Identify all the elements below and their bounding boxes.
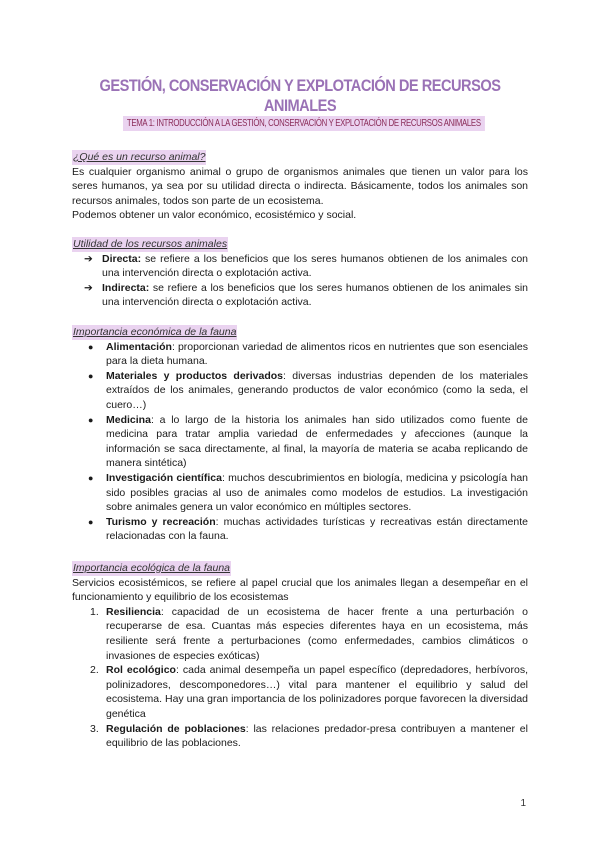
list-item [72, 252, 528, 281]
section-heading: ¿Qué es un recurso animal? [73, 151, 206, 163]
bullet-icon: ● [88, 516, 94, 527]
item-text: se refiere a los beneficios que los seres humanos obtienen de los animales con una intervención directa o explotación activa. [102, 252, 528, 280]
item-number: 2. [90, 664, 99, 677]
section-what-is [72, 150, 528, 223]
section-economic [72, 325, 528, 544]
item-term: Directa: [102, 252, 142, 265]
bullet-list [72, 340, 528, 544]
item-text: se refiere a los beneficios que los seres humanos obtienen de los animales sin una intervención directa o explotación activa. [102, 281, 528, 309]
subtitle-wrapper [72, 113, 528, 131]
list-item [72, 515, 528, 544]
item-text: : proporcionan variedad de alimentos ricos en nutrientes que son esenciales para la dieta humana. [106, 340, 528, 368]
item-term: Alimentación [106, 340, 172, 353]
list-item [72, 471, 528, 515]
page-number: 1 [520, 798, 526, 809]
bullet-icon: ● [88, 414, 94, 425]
item-text: : capacidad de un ecosistema de hacer frente a una perturbación o recuperarse de esa. Cuantas más especies diferentes haya en un ecosistema, más resiliente será frente a perturbaciones (como enfermedades, cambios climáticos o invasiones de especies exóticas) [106, 605, 528, 662]
item-term: Medicina [106, 413, 151, 426]
item-term: Materiales y productos derivados [106, 369, 284, 382]
topic-subtitle: TEMA 1: INTRODUCCIÓN A LA GESTIÓN, CONSERVACIÓN Y EXPLOTACIÓN DE RECURSOS ANIMALES [123, 116, 485, 131]
item-term: Resiliencia [106, 605, 161, 618]
item-term: Regulación de poblaciones [106, 722, 246, 735]
item-text: : cada animal desempeña un papel específico (depredadores, herbívoros, polinizadores, descomponedores…) vital para mantener el equilibrio y salud del ecosistema. Hay una gran importancia de los polinizadores porque favorecen la diversidad genética [106, 664, 529, 720]
section-utility [72, 237, 528, 310]
list-item [72, 722, 528, 751]
list-item [72, 413, 528, 471]
section-ecological [72, 561, 528, 751]
item-term: Indirecta: [102, 281, 150, 294]
document-title: GESTIÓN, CONSERVACIÓN Y EXPLOTACIÓN DE RECURSOS ANIMALES [99, 76, 501, 115]
paragraph: Podemos obtener un valor económico, ecosistémico y social. [72, 209, 357, 222]
bullet-icon: ● [88, 341, 94, 352]
section-heading: Importancia ecológica de la fauna [73, 562, 231, 574]
item-term: Rol ecológico [106, 664, 176, 677]
list-item [72, 281, 528, 310]
bullet-icon: ● [88, 370, 94, 381]
paragraph: Servicios ecosistémicos, se refiere al papel crucial que los animales llegan a desempeñar en el funcionamiento y equilibrio de los ecosistemas [72, 576, 528, 604]
item-term: Turismo y recreación [106, 515, 216, 528]
item-text: : las relaciones predador-presa contribuyen a mantener el equilibrio de las poblaciones. [106, 722, 528, 750]
item-text: : a lo largo de la historia los animales han sido utilizados como fuente de medicina para tratar amplia variedad de enfermedades y afecciones (aunque la información se saca directamente, al final, la mayoría de materia se acaba replicando de manera sintética) [106, 413, 528, 470]
item-number: 1. [90, 605, 99, 618]
section-heading: Importancia económica de la fauna [73, 326, 237, 338]
bullet-icon: ● [88, 472, 94, 483]
item-text: : diversas industrias dependen de los materiales extraídos de los animales, generando productos de valor económico (como la seda, el cuero…) [106, 369, 529, 411]
arrow-icon: ➔ [84, 252, 93, 265]
paragraph: Es cualquier organismo animal o grupo de organismos animales que tienen un valor para los seres humanos, ya sea por su utilidad directa o indirecta. Básicamente, todos los animales son recursos animales, todos son parte de un ecosistema. [72, 165, 528, 207]
item-text: : muchas actividades turísticas y recreativas están directamente relacionadas con la fauna. [106, 515, 528, 543]
arrow-list [72, 252, 528, 310]
list-item [72, 663, 528, 721]
item-term: Investigación científica [106, 471, 222, 484]
item-number: 3. [90, 722, 99, 735]
list-item [72, 340, 528, 369]
item-text: : muchos descubrimientos en biología, medicina y psicología han sido posibles gracias al uso de animales como modelos de estudios. La investigación sobre animales genera un valor económico en múltiples sectores. [106, 471, 528, 514]
list-item [72, 369, 528, 413]
numbered-list [72, 605, 528, 751]
list-item [72, 605, 528, 663]
arrow-icon: ➔ [84, 281, 93, 294]
document-page [72, 0, 528, 848]
section-heading: Utilidad de los recursos animales [73, 238, 228, 250]
